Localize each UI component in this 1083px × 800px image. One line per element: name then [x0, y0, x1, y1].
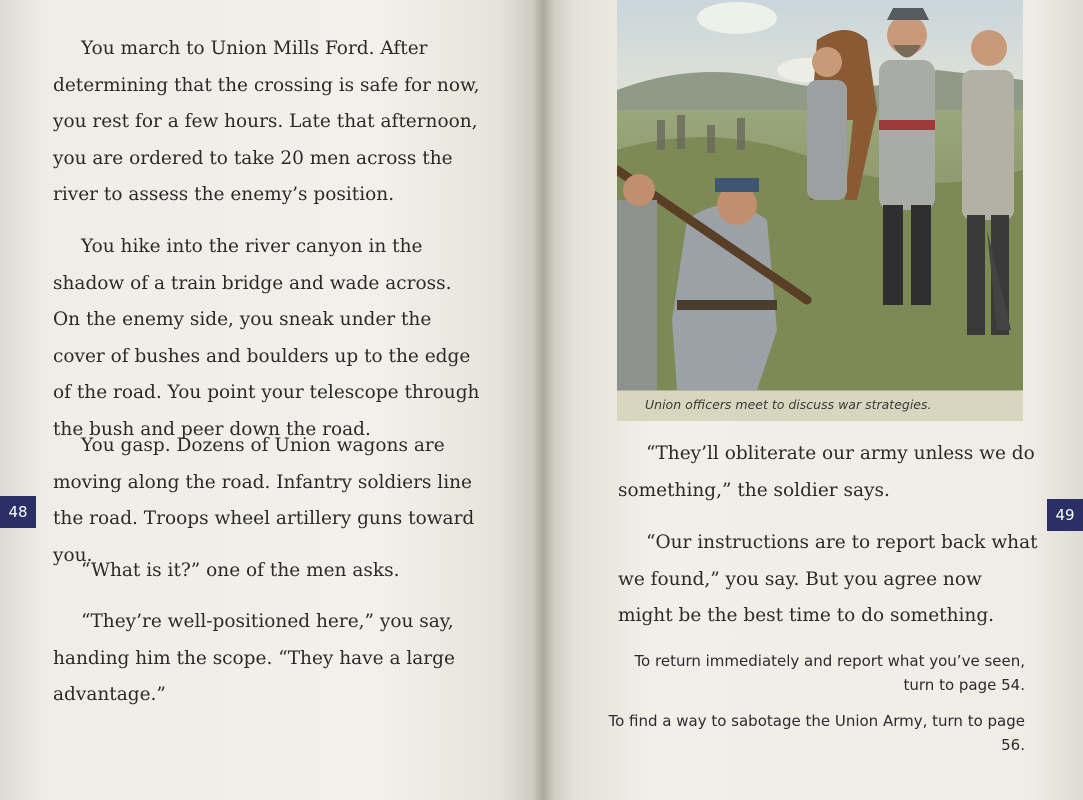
right-paragraph-2: “Our instructions are to report back what we found,” you say. But you agree now might be the best time to do something. — [618, 532, 1038, 626]
civil-war-illustration — [617, 0, 1023, 390]
page-number-left: 48 — [0, 496, 36, 528]
page-number-right: 49 — [1047, 499, 1083, 531]
left-paragraph-5: “They’re well-positioned here,” you say, handing him the scope. “They have a large advantage.” — [53, 611, 455, 705]
left-paragraph-3: You gasp. Dozens of Union wagons are moving along the road. Infantry soldiers line the road. Troops wheel artillery guns toward you. — [53, 435, 475, 566]
left-paragraph-1: You march to Union Mills Ford. After determining that the crossing is safe for now, you rest for a few hours. Late that afternoon, you are ordered to take 20 men across the river to assess the enemy’s position. — [53, 38, 480, 205]
choice-report-back: To return immediately and report what you’ve seen, turn to page 54. — [634, 652, 1025, 694]
illustration-caption-bar — [617, 390, 1023, 421]
choice-sabotage: To find a way to sabotage the Union Army, turn to page 56. — [608, 712, 1025, 754]
right-paragraph-1: “They’ll obliterate our army unless we do something,” the soldier says. — [618, 443, 1035, 501]
left-paragraph-2: You hike into the river canyon in the shadow of a train bridge and wade across. On the enemy side, you sneak under the cover of bushes and boulders up to the edge of the road. You point your telescope through the bush and peer down the road. — [53, 236, 480, 440]
book-gutter — [532, 0, 554, 800]
illustration-caption: Union officers meet to discuss war strategies. — [645, 397, 932, 412]
left-paragraph-4: “What is it?” one of the men asks. — [81, 560, 400, 581]
